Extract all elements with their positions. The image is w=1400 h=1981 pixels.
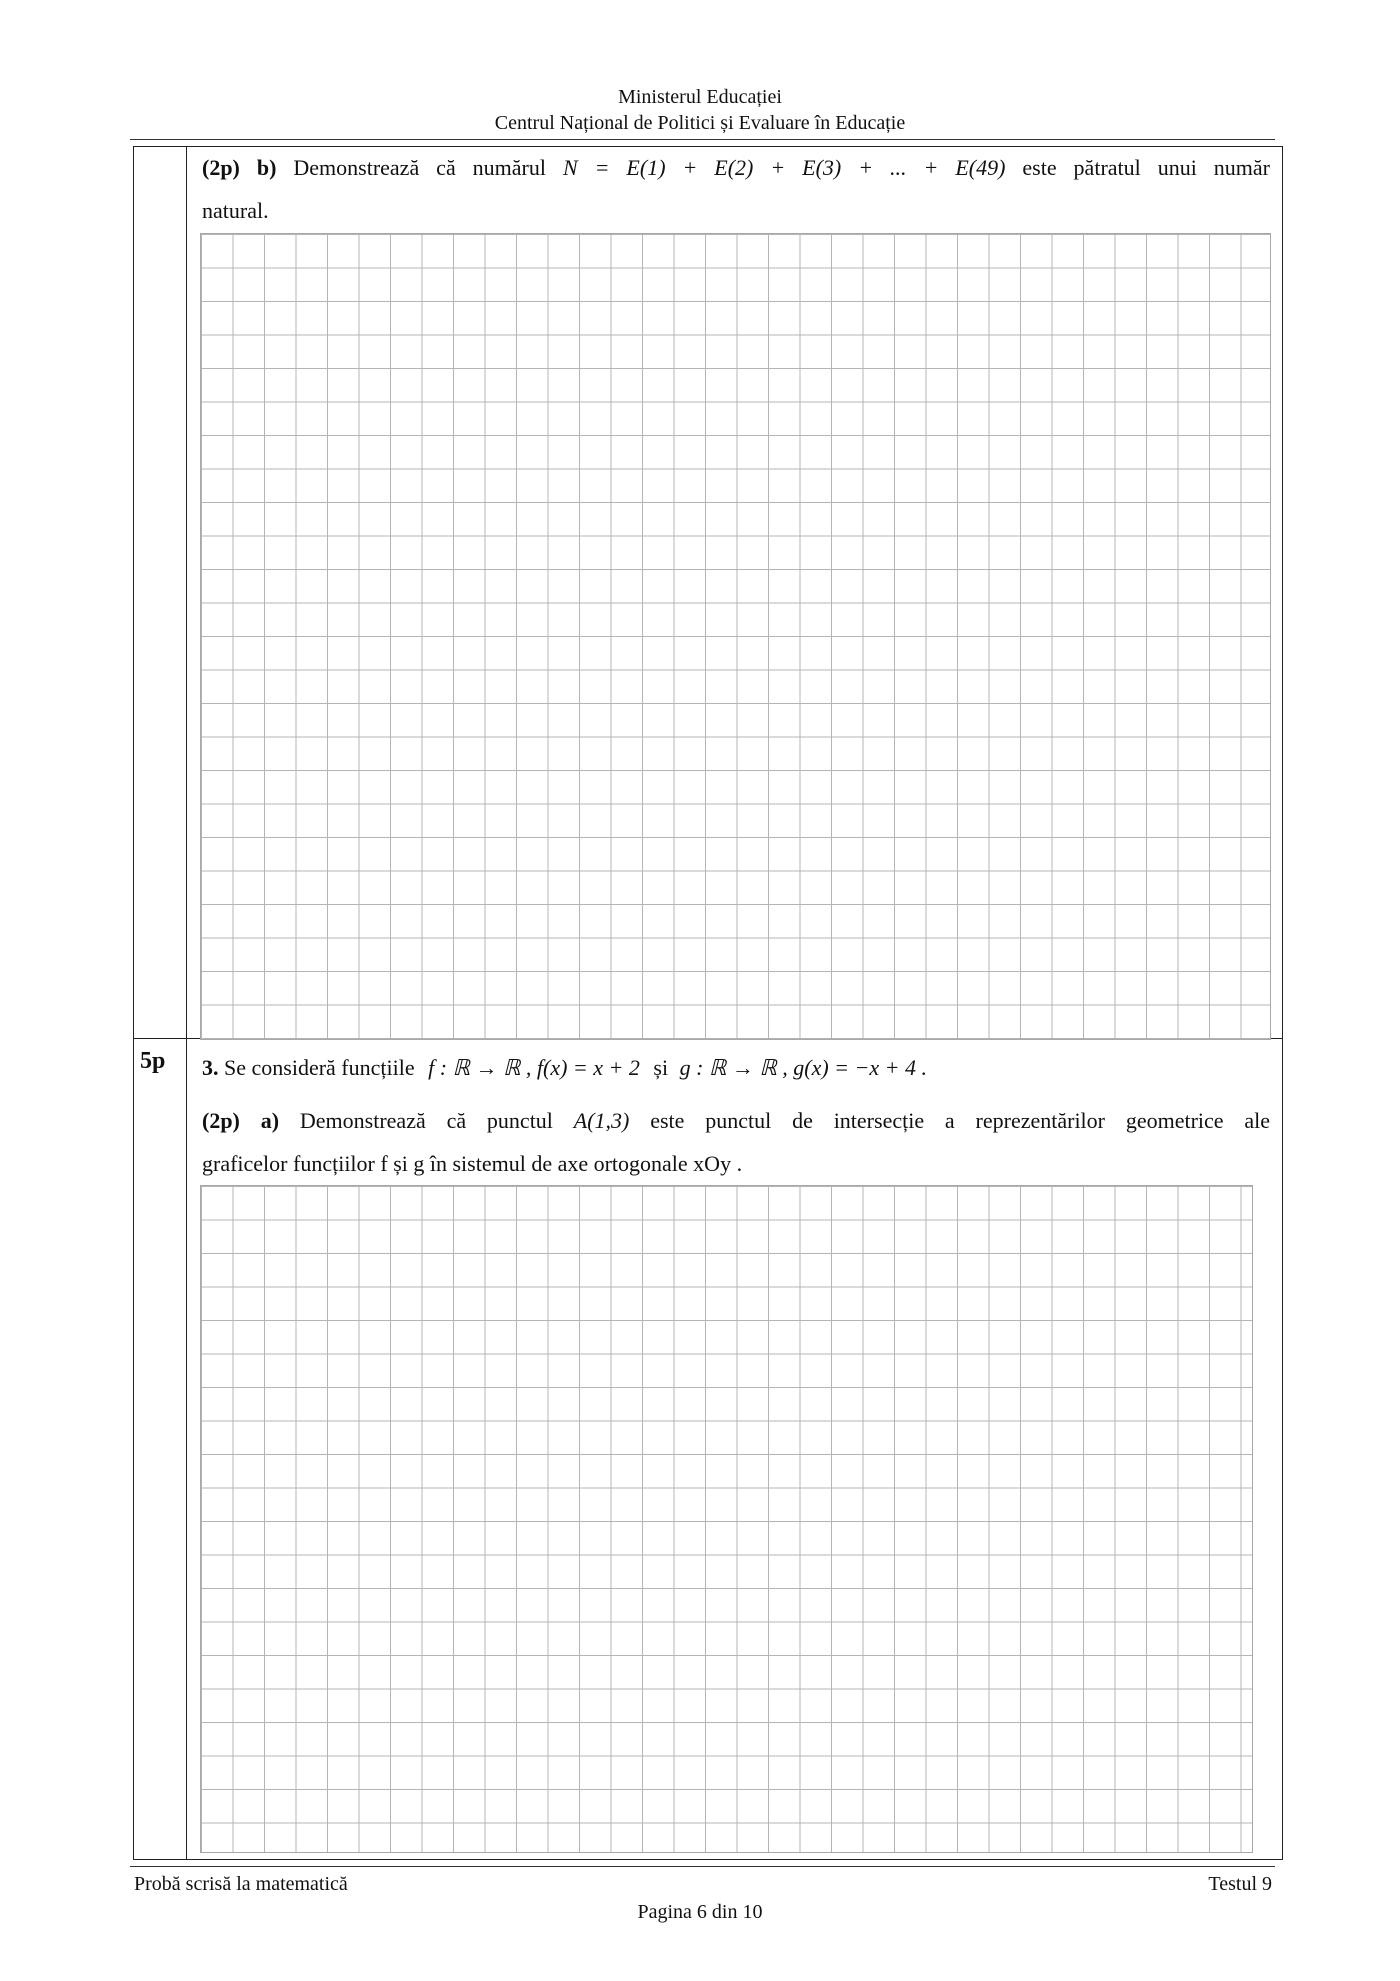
- problem-b-formula: N = E(1) + E(2) + E(3) + ... + E(49): [562, 155, 1006, 180]
- problem-b-statement: [202, 155, 1270, 181]
- problem-b-text: Demonstrează că numărul: [293, 155, 546, 180]
- problem-3a-points: (2p): [202, 1108, 240, 1133]
- problem-3a-text-after: este punctul de intersecție a reprezentărilor geometrice ale: [650, 1108, 1271, 1133]
- problem-3a-text-line2: graficelor funcțiilor f și g în sistemul de axe ortogonale xOy .: [202, 1151, 743, 1176]
- function-g-definition: g : ℝ → ℝ , g(x) = −x + 4 .: [679, 1055, 927, 1080]
- problem-3-number: 3.: [202, 1055, 219, 1080]
- page-number: Pagina 6 din 10: [637, 1901, 763, 1923]
- problem-3-statement: [202, 1055, 927, 1081]
- header-rule: [130, 139, 1275, 140]
- footer-rule: [130, 1866, 1275, 1867]
- answer-grid-3a[interactable]: [200, 1185, 1253, 1853]
- problem-b-text-after: este pătratul unui număr: [1022, 155, 1271, 180]
- problem-3a-statement: [202, 1108, 1270, 1134]
- problem-3-intro: Se consideră funcțiile: [224, 1055, 415, 1080]
- footer-test-number: Testul 9: [1208, 1873, 1272, 1895]
- problem-b-text-line2: natural.: [202, 198, 269, 223]
- function-f-definition: f : ℝ → ℝ , f(x) = x + 2: [428, 1055, 640, 1080]
- problem-b-letter: b): [256, 155, 277, 180]
- header-ministry: Ministerul Educației: [618, 86, 782, 108]
- problem-b-points: (2p): [202, 155, 240, 180]
- answer-grid-b[interactable]: [200, 233, 1271, 1040]
- score-column-divider: [186, 146, 187, 1860]
- problem-3a-text: Demonstrează că punctul: [299, 1108, 553, 1133]
- problem-3-and: și: [653, 1055, 669, 1080]
- footer-exam-name: Probă scrisă la matematică: [134, 1873, 348, 1895]
- problem-3-score: 5p: [140, 1048, 166, 1074]
- point-a: A(1,3): [573, 1108, 630, 1133]
- header-center: Centrul Național de Politici și Evaluare în Educație: [494, 112, 906, 134]
- problem-3a-letter: a): [260, 1108, 280, 1133]
